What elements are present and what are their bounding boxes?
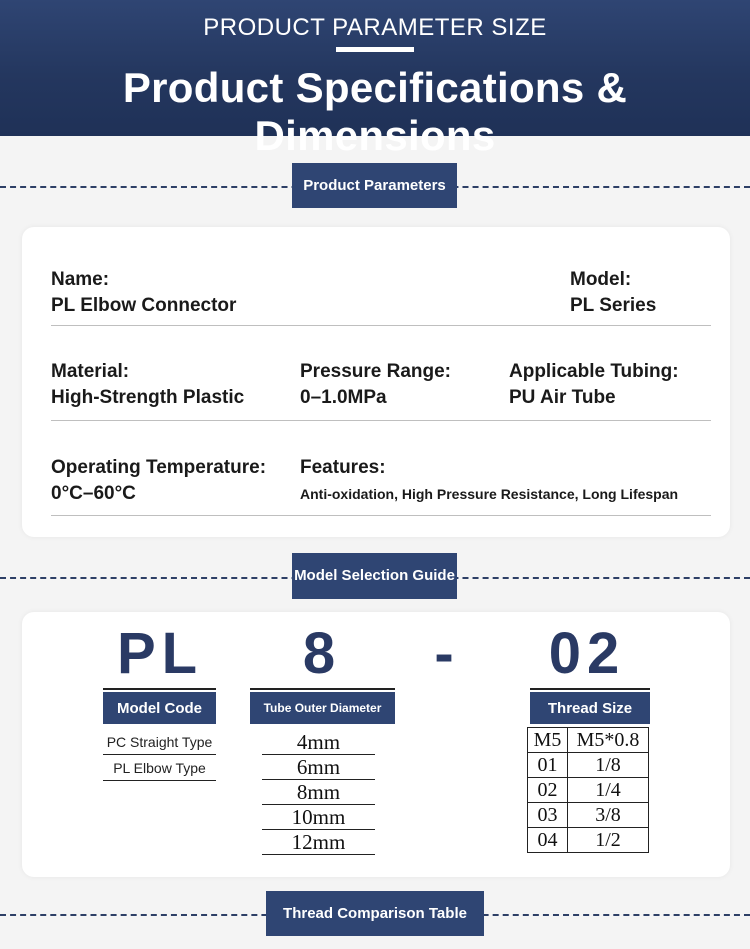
section-label-thread: Thread Comparison Table (266, 891, 484, 936)
tube-size-item: 10mm (262, 805, 375, 830)
column-rule (250, 688, 395, 690)
model-code-item: PC Straight Type (103, 730, 216, 755)
param-divider (51, 515, 711, 516)
page-title: Product Specifications & Dimensions (122, 64, 628, 159)
tube-diameter-header: Tube Outer Diameter (250, 692, 395, 724)
param-tubing-value: PU Air Tube (509, 387, 616, 408)
section-label-parameters: Product Parameters (292, 163, 457, 208)
param-features-value: Anti-oxidation, High Pressure Resistance, Long Lifespan (300, 486, 679, 502)
tube-size-item: 4mm (262, 730, 375, 755)
parameters-card (22, 227, 730, 537)
model-code-item: PL Elbow Type (103, 756, 216, 781)
param-pressure (300, 359, 451, 411)
thread-size-cell: M5*0.8 (568, 728, 649, 753)
param-name (51, 267, 236, 319)
thread-size-cell: 3/8 (568, 803, 649, 828)
param-model-value: PL Series (570, 295, 657, 316)
param-material (51, 359, 244, 411)
header-subtitle: PRODUCT PARAMETER SIZE (203, 14, 547, 41)
thread-size-table (527, 727, 649, 853)
model-code-header: Model Code (103, 692, 216, 724)
thread-code-digits: 02 (548, 621, 626, 686)
param-temperature-label: Operating Temperature: (51, 457, 267, 478)
param-model-label: Model: (570, 269, 632, 290)
section-label-selection: Model Selection Guide (292, 553, 457, 599)
column-rule (103, 688, 216, 690)
column-rule (530, 688, 650, 690)
param-divider (51, 420, 711, 421)
header-banner (0, 0, 750, 159)
table-row (528, 753, 649, 778)
header-divider (336, 47, 414, 52)
param-model (570, 267, 656, 319)
thread-code-cell: 02 (528, 778, 568, 803)
param-material-label: Material: (51, 361, 130, 382)
thread-code-cell: 04 (528, 828, 568, 853)
param-features-label: Features: (300, 457, 386, 478)
param-divider (51, 325, 711, 326)
thread-size-header: Thread Size (530, 692, 650, 724)
param-tubing-label: Applicable Tubing: (509, 361, 679, 382)
param-features (300, 455, 678, 507)
model-code-letters: PL (116, 621, 204, 686)
thread-code-cell: 01 (528, 753, 568, 778)
thread-size-cell: 1/2 (568, 828, 649, 853)
param-temperature (51, 455, 266, 507)
thread-code-cell: M5 (528, 728, 568, 753)
param-material-value: High-Strength Plastic (51, 387, 245, 408)
param-name-label: Name: (51, 269, 110, 290)
code-dash: - (434, 621, 460, 686)
tube-size-item: 6mm (262, 755, 375, 780)
param-pressure-value: 0–1.0MPa (300, 387, 387, 408)
table-row (528, 728, 649, 753)
param-name-value: PL Elbow Connector (51, 295, 237, 316)
tube-size-item: 8mm (262, 780, 375, 805)
size-code-digit: 8 (302, 621, 342, 686)
thread-size-cell: 1/8 (568, 753, 649, 778)
table-row (528, 803, 649, 828)
param-tubing (509, 359, 679, 411)
table-row (528, 828, 649, 853)
tube-size-item: 12mm (262, 830, 375, 855)
selection-card (22, 612, 730, 877)
param-pressure-label: Pressure Range: (300, 361, 452, 382)
table-row (528, 778, 649, 803)
param-temperature-value: 0°C–60°C (51, 483, 136, 504)
thread-code-cell: 03 (528, 803, 568, 828)
thread-size-cell: 1/4 (568, 778, 649, 803)
